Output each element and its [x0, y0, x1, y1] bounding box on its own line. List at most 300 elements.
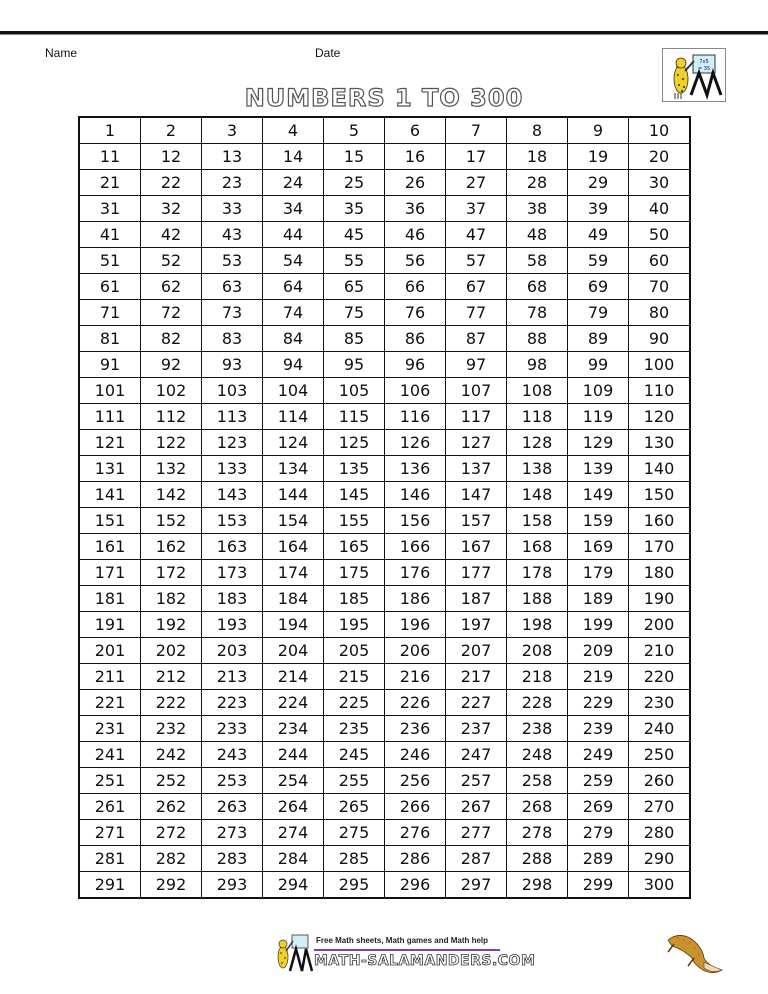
grid-cell: 268	[507, 794, 568, 820]
grid-cell: 18	[507, 144, 568, 170]
grid-cell: 49	[568, 222, 629, 248]
grid-cell: 207	[446, 638, 507, 664]
grid-cell: 154	[263, 508, 324, 534]
grid-cell: 87	[446, 326, 507, 352]
grid-row	[79, 170, 690, 196]
grid-cell: 156	[385, 508, 446, 534]
grid-cell: 141	[79, 482, 141, 508]
grid-cell: 234	[263, 716, 324, 742]
grid-cell: 179	[568, 560, 629, 586]
grid-cell: 254	[263, 768, 324, 794]
footer-logo[interactable]	[272, 933, 536, 973]
grid-cell: 229	[568, 690, 629, 716]
grid-cell: 158	[507, 508, 568, 534]
grid-cell: 94	[263, 352, 324, 378]
grid-cell: 258	[507, 768, 568, 794]
grid-cell: 255	[324, 768, 385, 794]
grid-cell: 194	[263, 612, 324, 638]
grid-cell: 116	[385, 404, 446, 430]
grid-row	[79, 144, 690, 170]
grid-cell: 25	[324, 170, 385, 196]
grid-cell: 176	[385, 560, 446, 586]
grid-cell: 172	[141, 560, 202, 586]
grid-cell: 28	[507, 170, 568, 196]
grid-cell: 70	[629, 274, 691, 300]
grid-cell: 295	[324, 872, 385, 899]
grid-cell: 173	[202, 560, 263, 586]
grid-cell: 21	[79, 170, 141, 196]
grid-cell: 19	[568, 144, 629, 170]
grid-cell: 199	[568, 612, 629, 638]
grid-cell: 272	[141, 820, 202, 846]
grid-cell: 165	[324, 534, 385, 560]
grid-cell: 80	[629, 300, 691, 326]
grid-cell: 24	[263, 170, 324, 196]
grid-cell: 88	[507, 326, 568, 352]
grid-cell: 15	[324, 144, 385, 170]
grid-cell: 190	[629, 586, 691, 612]
grid-cell: 5	[324, 117, 385, 144]
grid-cell: 92	[141, 352, 202, 378]
grid-cell: 282	[141, 846, 202, 872]
grid-cell: 293	[202, 872, 263, 899]
grid-cell: 130	[629, 430, 691, 456]
grid-cell: 182	[141, 586, 202, 612]
grid-cell: 288	[507, 846, 568, 872]
grid-cell: 127	[446, 430, 507, 456]
grid-cell: 226	[385, 690, 446, 716]
grid-cell: 205	[324, 638, 385, 664]
grid-cell: 33	[202, 196, 263, 222]
grid-cell: 149	[568, 482, 629, 508]
grid-cell: 43	[202, 222, 263, 248]
grid-row	[79, 742, 690, 768]
grid-cell: 281	[79, 846, 141, 872]
grid-cell: 114	[263, 404, 324, 430]
svg-text:= 35: = 35	[697, 66, 711, 72]
grid-row	[79, 196, 690, 222]
grid-cell: 16	[385, 144, 446, 170]
grid-cell: 223	[202, 690, 263, 716]
grid-cell: 117	[446, 404, 507, 430]
grid-cell: 166	[385, 534, 446, 560]
grid-cell: 214	[263, 664, 324, 690]
grid-cell: 112	[141, 404, 202, 430]
footer-site-link[interactable]: MATH-SALAMANDERS.COM	[314, 953, 536, 969]
grid-cell: 252	[141, 768, 202, 794]
number-grid	[78, 116, 691, 899]
grid-cell: 236	[385, 716, 446, 742]
grid-cell: 96	[385, 352, 446, 378]
grid-cell: 23	[202, 170, 263, 196]
grid-cell: 155	[324, 508, 385, 534]
grid-row	[79, 117, 690, 144]
grid-cell: 41	[79, 222, 141, 248]
grid-cell: 235	[324, 716, 385, 742]
grid-cell: 245	[324, 742, 385, 768]
grid-row	[79, 378, 690, 404]
grid-cell: 233	[202, 716, 263, 742]
grid-cell: 294	[263, 872, 324, 899]
grid-cell: 296	[385, 872, 446, 899]
grid-cell: 7	[446, 117, 507, 144]
grid-cell: 218	[507, 664, 568, 690]
grid-cell: 157	[446, 508, 507, 534]
grid-cell: 93	[202, 352, 263, 378]
grid-cell: 260	[629, 768, 691, 794]
grid-cell: 227	[446, 690, 507, 716]
grid-cell: 44	[263, 222, 324, 248]
grid-cell: 274	[263, 820, 324, 846]
grid-cell: 249	[568, 742, 629, 768]
grid-cell: 216	[385, 664, 446, 690]
grid-cell: 14	[263, 144, 324, 170]
grid-cell: 162	[141, 534, 202, 560]
grid-cell: 253	[202, 768, 263, 794]
grid-cell: 79	[568, 300, 629, 326]
grid-cell: 278	[507, 820, 568, 846]
grid-cell: 146	[385, 482, 446, 508]
grid-cell: 89	[568, 326, 629, 352]
grid-cell: 121	[79, 430, 141, 456]
footer-tagline: Free Math sheets, Math games and Math help	[316, 936, 489, 945]
grid-cell: 133	[202, 456, 263, 482]
grid-cell: 77	[446, 300, 507, 326]
grid-cell: 242	[141, 742, 202, 768]
grid-cell: 40	[629, 196, 691, 222]
grid-cell: 280	[629, 820, 691, 846]
grid-cell: 191	[79, 612, 141, 638]
grid-cell: 109	[568, 378, 629, 404]
top-rule	[0, 31, 768, 35]
grid-cell: 285	[324, 846, 385, 872]
grid-cell: 8	[507, 117, 568, 144]
grid-cell: 78	[507, 300, 568, 326]
grid-cell: 170	[629, 534, 691, 560]
grid-cell: 267	[446, 794, 507, 820]
grid-row	[79, 716, 690, 742]
grid-cell: 86	[385, 326, 446, 352]
grid-cell: 22	[141, 170, 202, 196]
grid-cell: 206	[385, 638, 446, 664]
grid-cell: 120	[629, 404, 691, 430]
grid-cell: 6	[385, 117, 446, 144]
grid-cell: 197	[446, 612, 507, 638]
grid-row	[79, 638, 690, 664]
grid-cell: 168	[507, 534, 568, 560]
grid-cell: 71	[79, 300, 141, 326]
grid-cell: 244	[263, 742, 324, 768]
grid-cell: 257	[446, 768, 507, 794]
grid-cell: 115	[324, 404, 385, 430]
grid-cell: 134	[263, 456, 324, 482]
grid-cell: 185	[324, 586, 385, 612]
grid-cell: 74	[263, 300, 324, 326]
grid-cell: 239	[568, 716, 629, 742]
grid-cell: 30	[629, 170, 691, 196]
grid-cell: 103	[202, 378, 263, 404]
grid-cell: 48	[507, 222, 568, 248]
grid-cell: 290	[629, 846, 691, 872]
grid-row	[79, 586, 690, 612]
grid-cell: 27	[446, 170, 507, 196]
grid-cell: 37	[446, 196, 507, 222]
grid-cell: 269	[568, 794, 629, 820]
grid-cell: 217	[446, 664, 507, 690]
grid-cell: 26	[385, 170, 446, 196]
grid-cell: 195	[324, 612, 385, 638]
grid-cell: 102	[141, 378, 202, 404]
grid-cell: 129	[568, 430, 629, 456]
grid-cell: 119	[568, 404, 629, 430]
grid-cell: 153	[202, 508, 263, 534]
grid-cell: 202	[141, 638, 202, 664]
grid-cell: 32	[141, 196, 202, 222]
grid-cell: 11	[79, 144, 141, 170]
grid-cell: 39	[568, 196, 629, 222]
grid-row	[79, 560, 690, 586]
grid-cell: 151	[79, 508, 141, 534]
grid-row	[79, 456, 690, 482]
grid-cell: 59	[568, 248, 629, 274]
grid-cell: 283	[202, 846, 263, 872]
grid-cell: 211	[79, 664, 141, 690]
grid-row	[79, 248, 690, 274]
grid-cell: 122	[141, 430, 202, 456]
grid-cell: 111	[79, 404, 141, 430]
grid-cell: 132	[141, 456, 202, 482]
grid-cell: 10	[629, 117, 691, 144]
grid-cell: 174	[263, 560, 324, 586]
grid-cell: 152	[141, 508, 202, 534]
grid-cell: 128	[507, 430, 568, 456]
grid-cell: 171	[79, 560, 141, 586]
grid-cell: 66	[385, 274, 446, 300]
grid-cell: 34	[263, 196, 324, 222]
grid-cell: 85	[324, 326, 385, 352]
grid-cell: 273	[202, 820, 263, 846]
grid-cell: 55	[324, 248, 385, 274]
grid-cell: 61	[79, 274, 141, 300]
grid-cell: 99	[568, 352, 629, 378]
grid-cell: 113	[202, 404, 263, 430]
grid-cell: 13	[202, 144, 263, 170]
grid-cell: 106	[385, 378, 446, 404]
grid-cell: 264	[263, 794, 324, 820]
grid-row	[79, 352, 690, 378]
grid-cell: 247	[446, 742, 507, 768]
grid-cell: 213	[202, 664, 263, 690]
grid-cell: 9	[568, 117, 629, 144]
grid-cell: 147	[446, 482, 507, 508]
grid-cell: 175	[324, 560, 385, 586]
grid-cell: 91	[79, 352, 141, 378]
grid-cell: 84	[263, 326, 324, 352]
grid-cell: 256	[385, 768, 446, 794]
grid-cell: 220	[629, 664, 691, 690]
svg-text:7x5: 7x5	[699, 59, 709, 65]
grid-cell: 138	[507, 456, 568, 482]
grid-cell: 183	[202, 586, 263, 612]
grid-cell: 148	[507, 482, 568, 508]
grid-cell: 178	[507, 560, 568, 586]
grid-row	[79, 534, 690, 560]
grid-cell: 200	[629, 612, 691, 638]
grid-cell: 262	[141, 794, 202, 820]
grid-row	[79, 872, 690, 899]
grid-cell: 276	[385, 820, 446, 846]
grid-cell: 203	[202, 638, 263, 664]
grid-cell: 177	[446, 560, 507, 586]
grid-cell: 169	[568, 534, 629, 560]
grid-row	[79, 690, 690, 716]
grid-cell: 221	[79, 690, 141, 716]
grid-cell: 135	[324, 456, 385, 482]
grid-cell: 271	[79, 820, 141, 846]
salamander-teacher-icon	[272, 933, 314, 973]
grid-cell: 222	[141, 690, 202, 716]
grid-cell: 31	[79, 196, 141, 222]
grid-cell: 82	[141, 326, 202, 352]
grid-cell: 142	[141, 482, 202, 508]
grid-cell: 54	[263, 248, 324, 274]
grid-cell: 12	[141, 144, 202, 170]
grid-row	[79, 404, 690, 430]
grid-cell: 51	[79, 248, 141, 274]
grid-cell: 136	[385, 456, 446, 482]
grid-row	[79, 768, 690, 794]
grid-cell: 46	[385, 222, 446, 248]
grid-cell: 57	[446, 248, 507, 274]
grid-cell: 287	[446, 846, 507, 872]
grid-cell: 3	[202, 117, 263, 144]
grid-cell: 72	[141, 300, 202, 326]
grid-cell: 64	[263, 274, 324, 300]
grid-cell: 259	[568, 768, 629, 794]
grid-cell: 47	[446, 222, 507, 248]
grid-cell: 65	[324, 274, 385, 300]
grid-cell: 275	[324, 820, 385, 846]
grid-cell: 97	[446, 352, 507, 378]
grid-cell: 108	[507, 378, 568, 404]
grid-cell: 289	[568, 846, 629, 872]
grid-row	[79, 508, 690, 534]
grid-cell: 292	[141, 872, 202, 899]
grid-cell: 140	[629, 456, 691, 482]
grid-cell: 246	[385, 742, 446, 768]
grid-cell: 20	[629, 144, 691, 170]
grid-cell: 270	[629, 794, 691, 820]
grid-cell: 210	[629, 638, 691, 664]
grid-cell: 164	[263, 534, 324, 560]
grid-cell: 298	[507, 872, 568, 899]
grid-cell: 265	[324, 794, 385, 820]
grid-cell: 68	[507, 274, 568, 300]
grid-row	[79, 612, 690, 638]
grid-cell: 107	[446, 378, 507, 404]
grid-cell: 53	[202, 248, 263, 274]
grid-cell: 67	[446, 274, 507, 300]
grid-cell: 124	[263, 430, 324, 456]
grid-cell: 139	[568, 456, 629, 482]
grid-cell: 231	[79, 716, 141, 742]
grid-cell: 250	[629, 742, 691, 768]
grid-cell: 300	[629, 872, 691, 899]
grid-cell: 60	[629, 248, 691, 274]
grid-cell: 277	[446, 820, 507, 846]
grid-cell: 50	[629, 222, 691, 248]
grid-cell: 243	[202, 742, 263, 768]
grid-cell: 75	[324, 300, 385, 326]
grid-cell: 279	[568, 820, 629, 846]
grid-cell: 131	[79, 456, 141, 482]
grid-cell: 251	[79, 768, 141, 794]
grid-row	[79, 846, 690, 872]
grid-cell: 118	[507, 404, 568, 430]
grid-cell: 201	[79, 638, 141, 664]
grid-cell: 126	[385, 430, 446, 456]
grid-cell: 42	[141, 222, 202, 248]
grid-cell: 188	[507, 586, 568, 612]
grid-cell: 62	[141, 274, 202, 300]
grid-cell: 193	[202, 612, 263, 638]
grid-cell: 104	[263, 378, 324, 404]
grid-cell: 189	[568, 586, 629, 612]
grid-cell: 248	[507, 742, 568, 768]
grid-cell: 36	[385, 196, 446, 222]
grid-cell: 299	[568, 872, 629, 899]
grid-cell: 125	[324, 430, 385, 456]
grid-cell: 38	[507, 196, 568, 222]
grid-cell: 180	[629, 560, 691, 586]
grid-cell: 105	[324, 378, 385, 404]
grid-cell: 286	[385, 846, 446, 872]
grid-cell: 219	[568, 664, 629, 690]
grid-cell: 215	[324, 664, 385, 690]
grid-cell: 232	[141, 716, 202, 742]
grid-cell: 73	[202, 300, 263, 326]
grid-row	[79, 326, 690, 352]
date-label: Date	[315, 46, 341, 60]
grid-cell: 291	[79, 872, 141, 899]
grid-cell: 45	[324, 222, 385, 248]
name-label: Name	[45, 46, 78, 60]
grid-cell: 95	[324, 352, 385, 378]
grid-cell: 238	[507, 716, 568, 742]
grid-cell: 58	[507, 248, 568, 274]
grid-cell: 83	[202, 326, 263, 352]
grid-cell: 143	[202, 482, 263, 508]
footer-divider	[314, 949, 500, 951]
grid-cell: 212	[141, 664, 202, 690]
grid-row	[79, 222, 690, 248]
grid-cell: 261	[79, 794, 141, 820]
grid-cell: 225	[324, 690, 385, 716]
grid-cell: 167	[446, 534, 507, 560]
salamander-icon	[664, 930, 724, 978]
grid-cell: 161	[79, 534, 141, 560]
grid-cell: 192	[141, 612, 202, 638]
grid-cell: 240	[629, 716, 691, 742]
grid-cell: 17	[446, 144, 507, 170]
grid-cell: 230	[629, 690, 691, 716]
grid-row	[79, 664, 690, 690]
grid-cell: 150	[629, 482, 691, 508]
grid-cell: 241	[79, 742, 141, 768]
grid-cell: 284	[263, 846, 324, 872]
grid-cell: 184	[263, 586, 324, 612]
grid-cell: 1	[79, 117, 141, 144]
